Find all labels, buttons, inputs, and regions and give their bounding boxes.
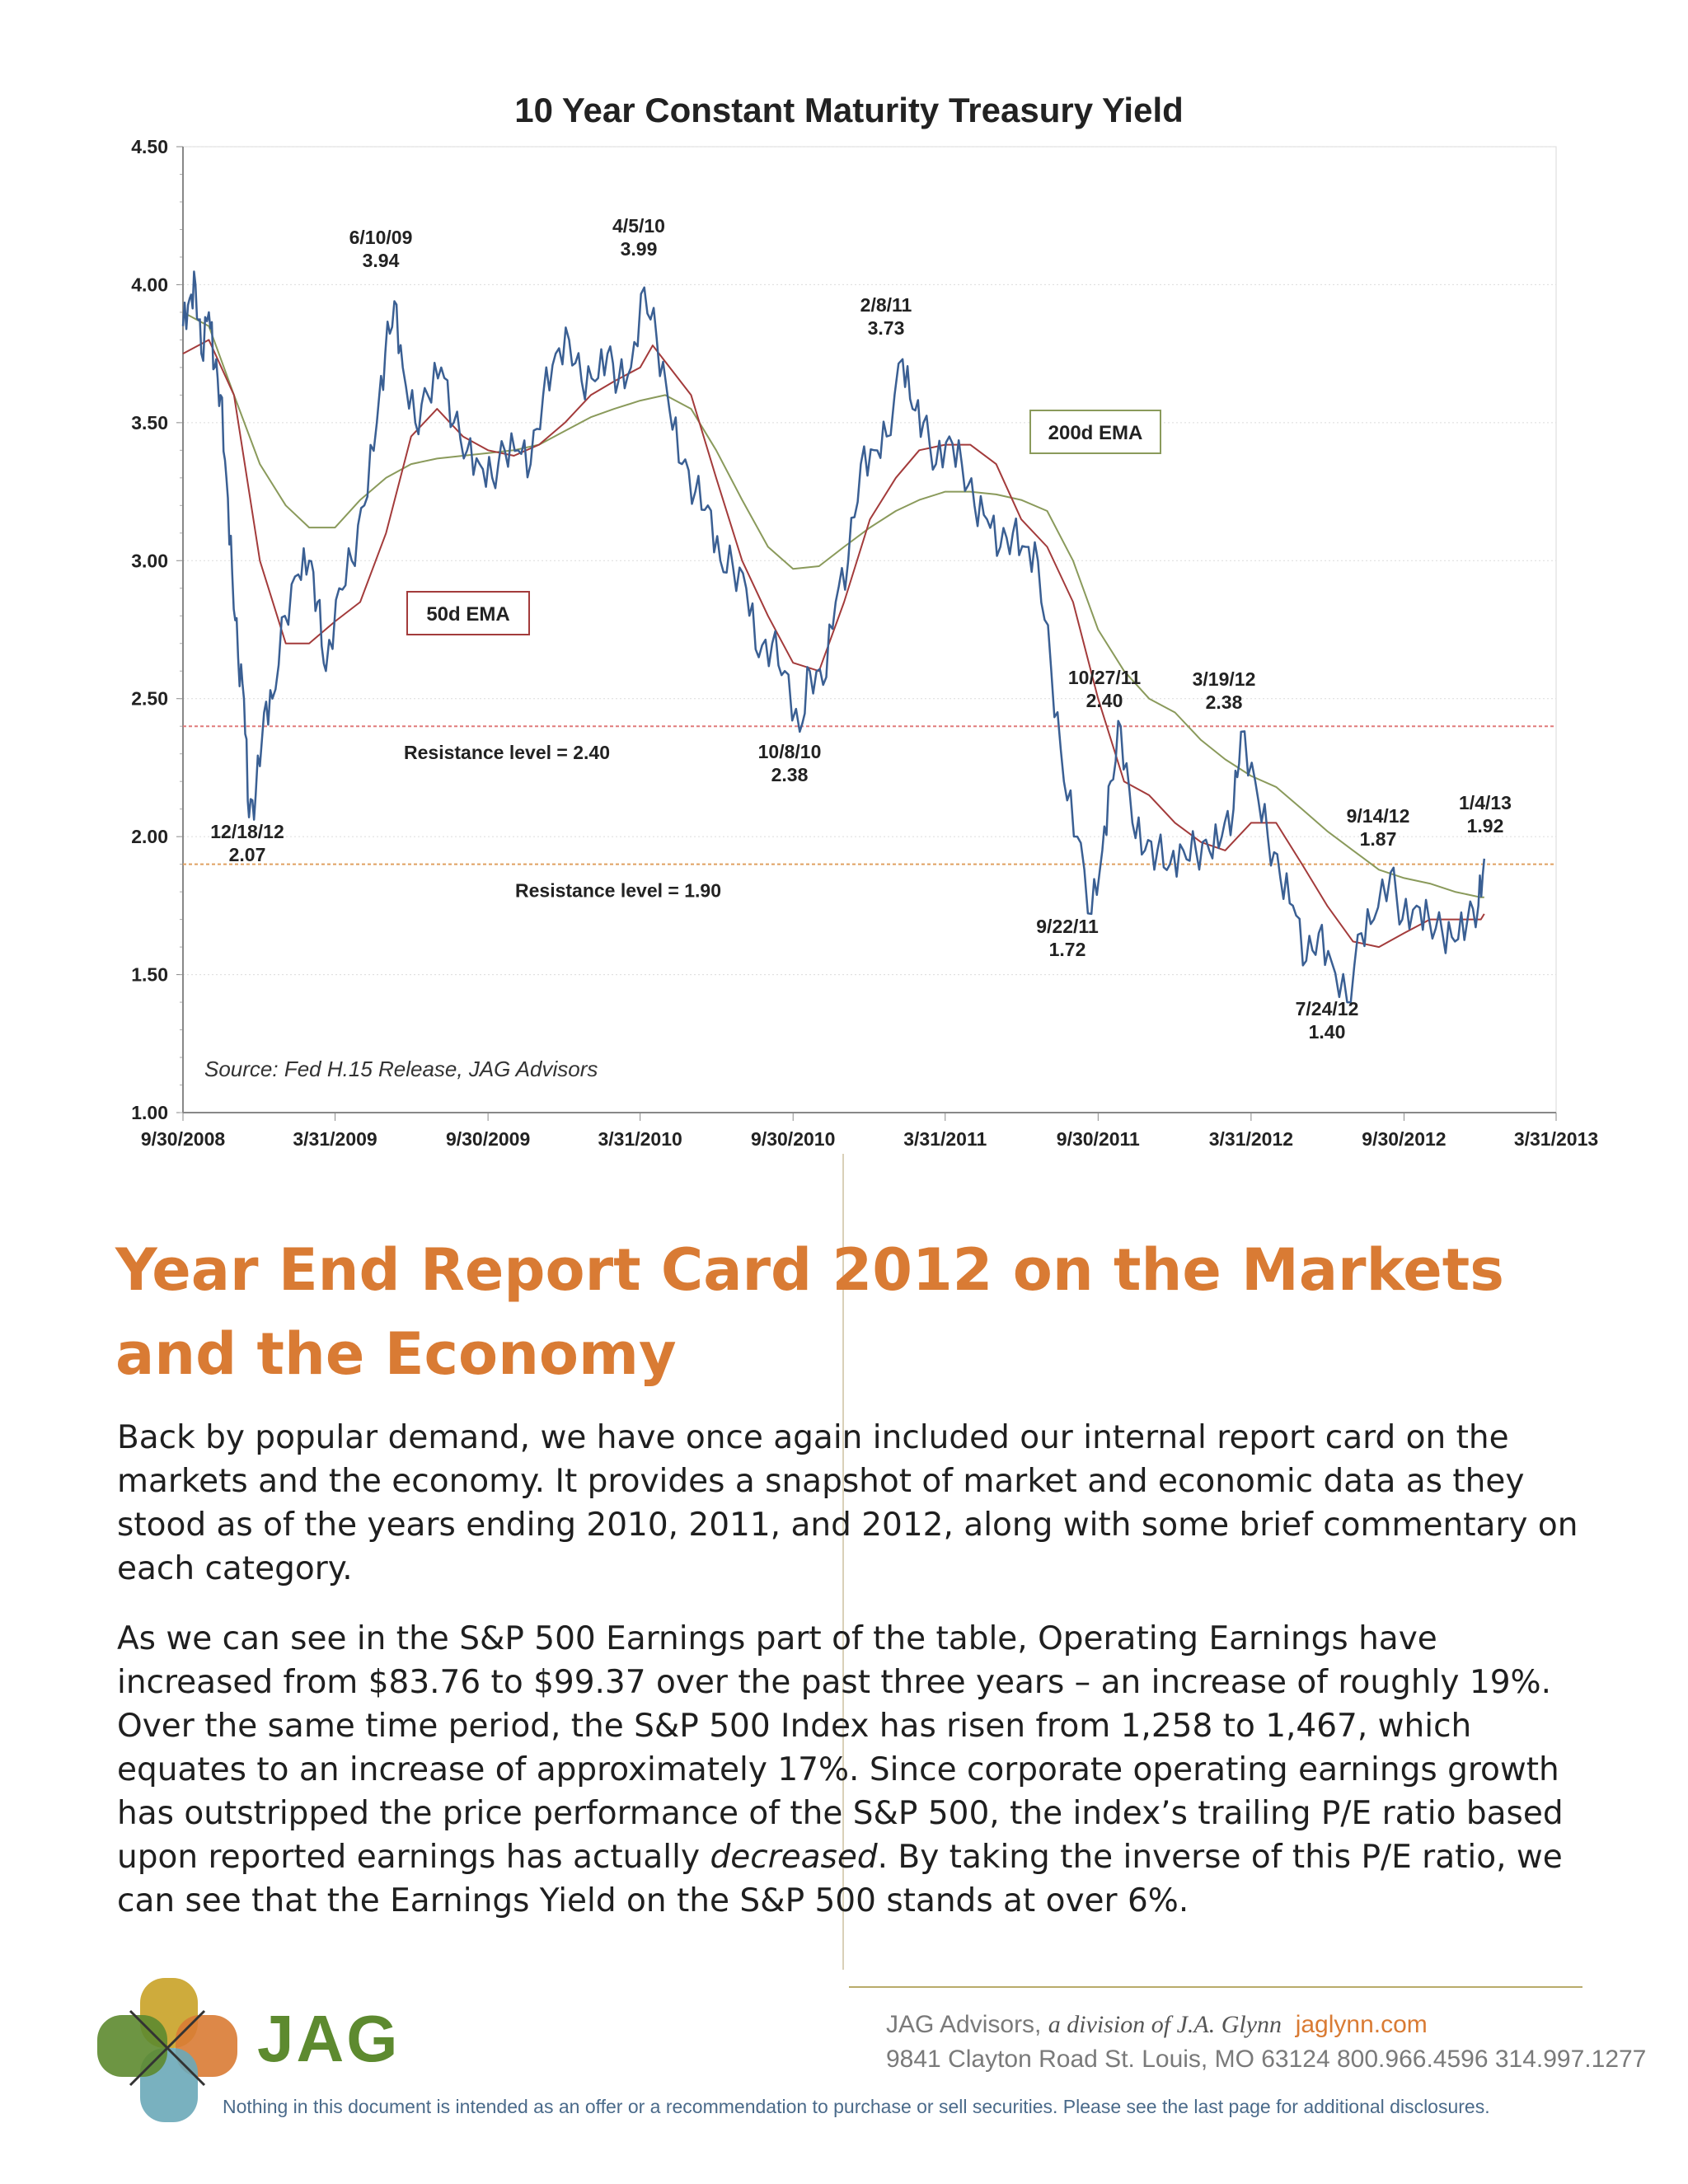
annotation-value: 2.38: [771, 764, 809, 785]
report-headline: Year End Report Card 2012 on the Markets and the Economy: [115, 1236, 1504, 1388]
annotation-date: 7/24/12: [1295, 998, 1359, 1019]
resistance-label-240: Resistance level = 2.40: [404, 742, 610, 764]
x-tick-label: 9/30/2012: [1362, 1128, 1447, 1150]
earnings-paragraph-part1: As we can see in the S&P 500 Earnings part of the table, Operating Earnings have increased from $83.76 to $99.37 over the past three years – an increase of roughly 19%. Over the same time period, the S&P 500 Index has risen from 1,258 to 1,467, which equates to an increase of approximately 17%. Since corporate operating earnings growth has outstripped the price performance of the S&P 500, the index’s trailing P/E ratio based upon reported earnings has actually: [117, 1620, 1564, 1876]
annotation-value: 1.92: [1466, 815, 1504, 837]
annotation-value: 3.73: [867, 317, 905, 339]
x-tick-label: 3/31/2011: [903, 1128, 987, 1150]
company-name: JAG Advisors,: [886, 2011, 1048, 2038]
chart-title: 10 Year Constant Maturity Treasury Yield: [514, 91, 1184, 129]
x-tick-label: 9/30/2009: [445, 1128, 531, 1150]
jag-logo-icon: [97, 1978, 237, 2126]
x-tick-label: 3/31/2009: [293, 1128, 377, 1150]
y-tick-label: 4.50: [131, 136, 168, 157]
annotation-date: 10/8/10: [757, 741, 822, 762]
annotation-value: 1.40: [1308, 1021, 1346, 1043]
x-tick-label: 3/31/2013: [1513, 1128, 1599, 1150]
x-tick-label: 9/30/2008: [140, 1128, 226, 1150]
website-link[interactable]: jaglynn.com: [1295, 2011, 1428, 2038]
annotation-date: 9/14/12: [1346, 805, 1410, 827]
company-address: 9841 Clayton Road St. Louis, MO 63124 800.966.4596 314.997.1277: [886, 2046, 1647, 2073]
annotation-value: 1.87: [1359, 828, 1397, 850]
x-tick-label: 3/31/2010: [598, 1128, 682, 1150]
annotation-date: 12/18/12: [210, 821, 284, 842]
annotation-date: 10/27/11: [1067, 667, 1142, 688]
legend-label-50d: 50d EMA: [426, 603, 510, 626]
annotation-date: 2/8/11: [860, 294, 912, 316]
annotation-value: 1.72: [1048, 939, 1086, 960]
annotation-value: 2.38: [1205, 691, 1243, 713]
annotation-value: 3.99: [620, 238, 658, 260]
chart-source: Source: Fed H.15 Release, JAG Advisors: [204, 1057, 598, 1081]
annotation-value: 2.07: [228, 844, 266, 865]
plot-area: [183, 147, 1556, 1113]
y-tick-label: 3.50: [131, 411, 168, 434]
annotation-date: 4/5/10: [612, 215, 665, 237]
y-tick-label: 4.00: [131, 274, 168, 296]
annotation-date: 3/19/12: [1192, 668, 1256, 690]
company-division: a division of J.A. Glynn: [1048, 2011, 1282, 2038]
legend-label-200d: 200d EMA: [1048, 422, 1143, 444]
treasury-yield-chart: [82, 91, 1615, 1170]
y-tick-label: 1.50: [131, 963, 168, 986]
y-tick-label: 1.00: [131, 1102, 168, 1123]
earnings-paragraph-part2: . By taking the inverse of this P/E ratio, we can see that the Earnings Yield on the S&P 500 stands at over 6%.: [117, 1839, 1563, 1919]
emphasis-decreased: decreased: [710, 1839, 878, 1876]
y-tick-label: 2.50: [131, 687, 168, 710]
annotation-value: 2.40: [1085, 690, 1123, 711]
annotation-date: 6/10/09: [349, 227, 413, 248]
logo-wordmark: JAG: [257, 2002, 401, 2075]
chart-plot: [82, 91, 1615, 1170]
annotation-date: 9/22/11: [1036, 916, 1099, 937]
resistance-label-190: Resistance level = 1.90: [515, 879, 721, 902]
x-tick-label: 9/30/2010: [751, 1128, 836, 1150]
earnings-paragraph: [117, 1617, 1584, 1923]
footer-divider: [849, 1986, 1582, 1988]
company-line: [886, 2011, 1428, 2039]
y-tick-label: 2.00: [131, 826, 168, 848]
annotation-date: 1/4/13: [1459, 792, 1512, 813]
annotation-value: 3.94: [362, 250, 400, 271]
x-tick-label: 9/30/2011: [1056, 1128, 1140, 1150]
disclaimer-text: Nothing in this document is intended as an offer or a recommendation to purchase or sell securities. Please see the last page for additional disclosures.: [223, 2096, 1490, 2117]
x-tick-label: 3/31/2012: [1208, 1128, 1294, 1150]
y-tick-label: 3.00: [131, 550, 168, 572]
intro-paragraph: Back by popular demand, we have once again included our internal report card on the markets and the economy. It provides a snapshot of market and economic data as they stood as of the years ending 2010, 2011, and 2012, along with some brief commentary on each category.: [117, 1419, 1578, 1587]
